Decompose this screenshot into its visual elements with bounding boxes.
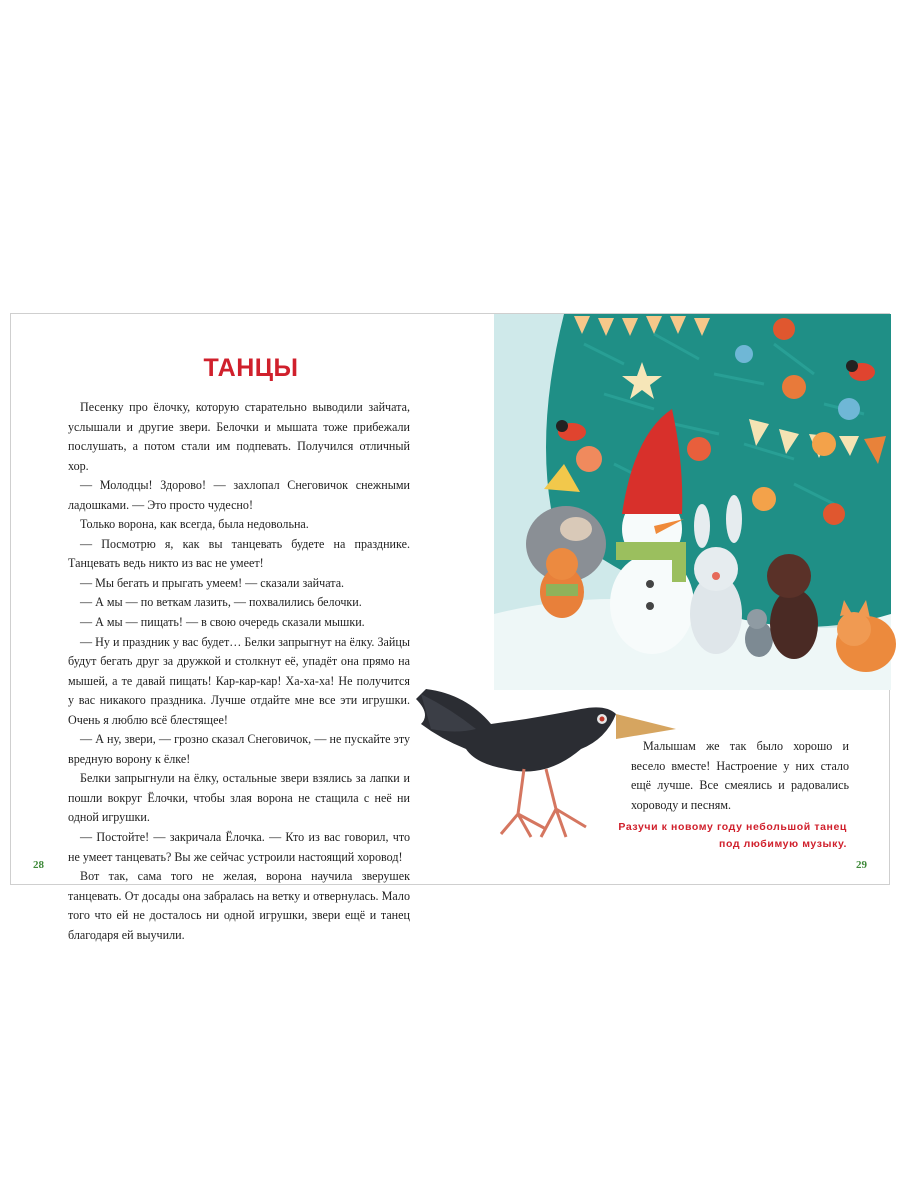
- right-page-text: [631, 737, 849, 815]
- paragraph: — Посмотрю я, как вы танцевать будете на празднике. Танцевать ведь никто из вас не умеет!: [68, 536, 410, 571]
- page-number-right: 29: [856, 859, 867, 871]
- paragraph: Только ворона, как всегда, была недовольна.: [80, 517, 309, 532]
- paragraph: — А мы — пищать! — в свою очередь сказали мышки.: [80, 615, 365, 630]
- story-text: [68, 398, 410, 945]
- paragraph: Вот так, сама того не желая, ворона научила зверушек танцевать. От досады она забралась на ветку и отвернулась. Мало того что ей не досталось ни одной игрушки, звери ещё и танец благодаря ей выучили.: [68, 869, 410, 942]
- christmas-tree-icon: [494, 314, 891, 690]
- activity-tip: Разучи к новому году небольшой танец под любимую музыку.: [618, 821, 847, 850]
- paragraph: — Постойте! — закричала Ёлочка. — Кто из вас говорил, что не умеет танцевать? Вы же сейчас устроили настоящий хоровод!: [68, 830, 410, 864]
- paragraph: — А мы — по веткам лазить, — похвалились белочки.: [80, 595, 362, 610]
- paragraph: — Молодцы! Здорово! — захлопал Снеговичок снежными ладошками. — Это просто чудесно!: [68, 478, 410, 512]
- page-title: ТАНЦЫ: [203, 354, 299, 382]
- paragraph: — А ну, звери, — грозно сказал Снеговичок, — не пускайте эту вредную ворону к ёлке!: [68, 732, 410, 766]
- paragraph: Малышам же так было хорошо и весело вместе! Настроение у них стало ещё лучше. Все смеялись и радовались хороводу и песням.: [631, 739, 849, 812]
- book-spread: [10, 313, 890, 942]
- paragraph: Белки запрыгнули на ёлку, остальные звери взялись за лапки и пошли вокруг Ёлочки, чтобы злая ворона не стащила с неё ни одной игрушки.: [68, 771, 410, 825]
- paragraph: — Мы бегать и прыгать умеем! — сказали зайчата.: [80, 575, 345, 590]
- page-number-left: 28: [33, 859, 44, 871]
- christmas-illustration: [494, 314, 891, 690]
- paragraph: — Ну и праздник у вас будет… Белки запрыгнут на ёлку. Зайцы будут бегать друг за дружкой и столкнут её, упадёт она прямо на мышей, а те давай пищать! Кар-кар-кар! Ха-ха-ха! Не получится у вас никакого праздника. Лучше отдайте мне все эти игрушки. Очень я люблю всё блестящее!: [68, 634, 410, 727]
- paragraph: Песенку про ёлочку, которую старательно выводили зайчата, услышали и другие звери. Белочки и мышата тоже прибежали послушать, а потом стали им подпевать. Получился отличный хор.: [68, 400, 410, 473]
